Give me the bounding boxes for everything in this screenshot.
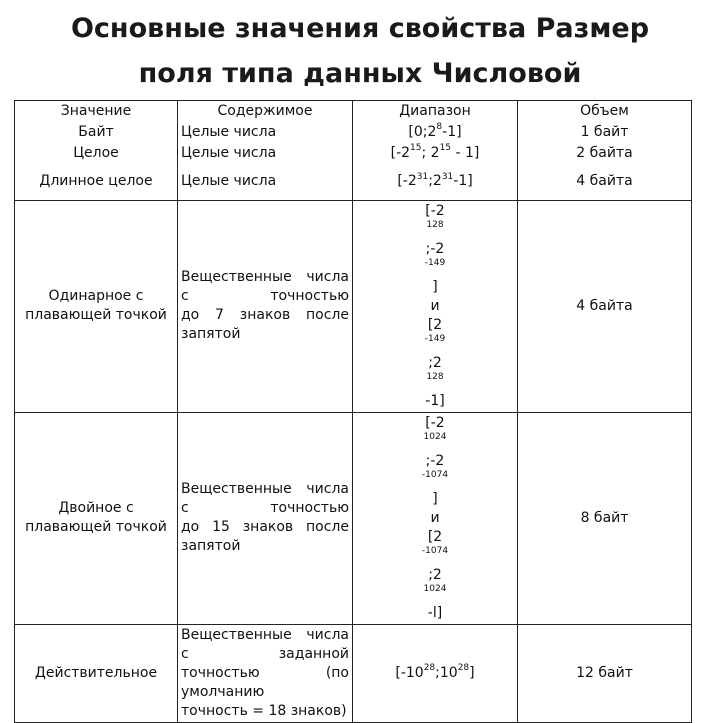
table-row (15, 122, 692, 143)
slide-title (0, 6, 720, 96)
cell-content: Целые числа (178, 143, 353, 164)
cell-range: [-2 $^{128}$ ;-2 $^{-149}$ ] и [2 $^{-149}$ ;2 $^{128}$ -1] (353, 200, 518, 412)
table-row (15, 164, 692, 200)
header-value: Значение (15, 101, 178, 123)
table-row (15, 143, 692, 164)
title-line-2: поля типа данных Числовой (138, 58, 582, 89)
table-header-row (15, 101, 692, 123)
cell-value: Одинарное с плавающей точкой (15, 200, 178, 412)
cell-value: Целое (15, 143, 178, 164)
cell-range: $[0;2^8-1]$ (353, 122, 518, 143)
cell-range: [$-2^{15}$; $2^{15} - 1$] (353, 143, 518, 164)
cell-value: Длинное целое (15, 164, 178, 200)
cell-size: 4 байта (518, 200, 692, 412)
cell-content: Вещественные числа с точностью до 7 знаков после запятой (178, 200, 353, 412)
cell-value: Действительное (15, 624, 178, 722)
cell-range: $[-10^{28};10^{28}]$ (353, 624, 518, 722)
cell-range: $[-2^{31};2^{31}-1]$ (353, 164, 518, 200)
table-row (15, 200, 692, 412)
cell-size: 2 байта (576, 145, 633, 161)
table-row (15, 412, 692, 624)
cell-range: [-2 $^{1024}$ ;-2 $^{-1074}$ ] и [2 $^{-1074}$ ;2 $^{1024}$ -l] (353, 412, 518, 624)
cell-value: Байт (15, 122, 178, 143)
title-line-1: Основные значения свойства Размер (70, 13, 650, 44)
cell-size: 8 байт (518, 412, 692, 624)
field-size-table (14, 100, 692, 723)
cell-content: Целые числа (178, 122, 353, 143)
header-content: Содержимое (178, 101, 353, 123)
cell-content: Вещественные числа с точностью до 15 знаков после запятой (178, 412, 353, 624)
cell-size: 12 байт (576, 664, 633, 681)
cell-content: Целые числа (178, 164, 353, 200)
cell-size: 4 байта (518, 164, 692, 200)
cell-value: Двойное с плавающей точкой (15, 412, 178, 624)
cell-content: Вещественные числа с заданной точностью (по умолчанию точность = 18 знаков) (178, 624, 353, 722)
table-row (15, 624, 692, 722)
header-range: Диапазон (353, 101, 518, 123)
header-size: Объем (580, 103, 629, 119)
cell-size: 1 байт (580, 124, 629, 140)
